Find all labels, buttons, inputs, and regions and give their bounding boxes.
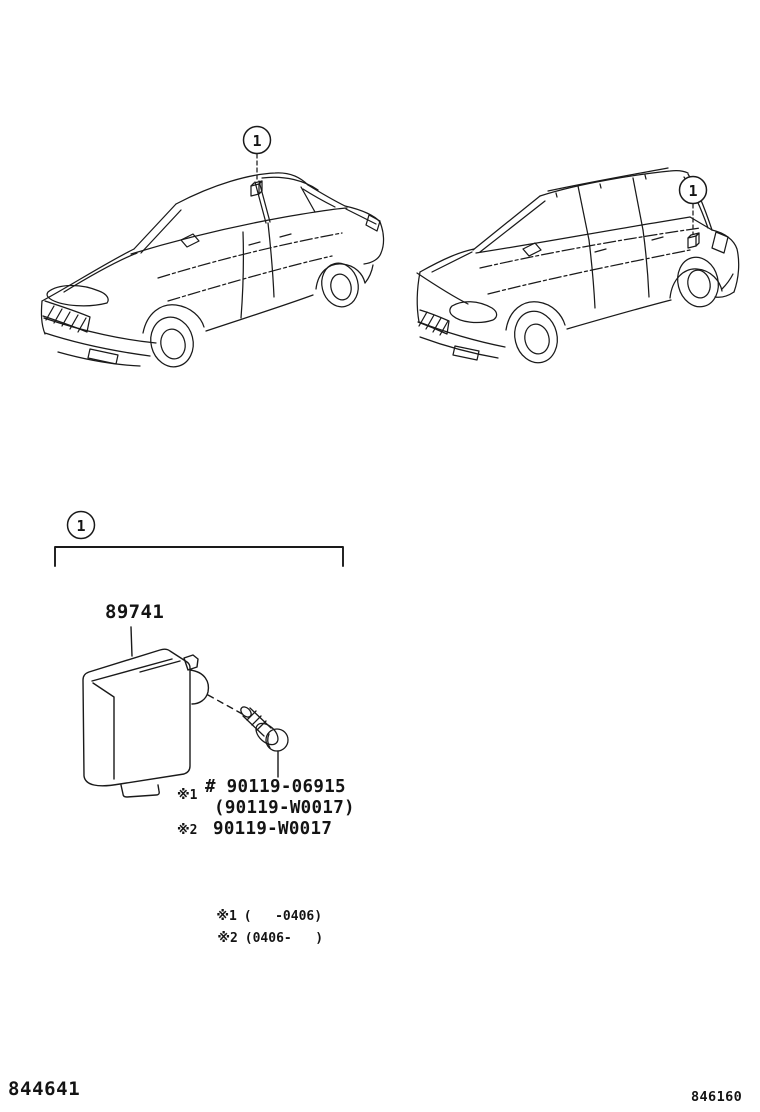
sedan-illustration [41,173,383,371]
sedan-rear-wheel [317,259,363,310]
wagon-quarter-sensor-box [688,233,699,248]
component-connector-tab [184,655,198,670]
item-bracket [55,547,343,566]
fastener-1-part-number[interactable]: # 90119-06915 [205,777,346,797]
callout-circle-sedan[interactable] [244,127,271,154]
sedan-front-wheel [146,313,199,372]
footnote-1-range: ( -0406) [243,909,323,924]
page-code: 846160 [691,1089,743,1105]
sedan-headlight [47,285,108,305]
footnote-2-range: (0406- ) [244,931,324,946]
callout-number-sedan: 1 [252,132,262,150]
component-89741-drawing [83,649,208,797]
callout-number-wagon: 1 [688,182,698,200]
figure-code: 844641 [8,1078,81,1100]
component-grommet [190,670,208,704]
wagon-roof-rail [548,168,668,191]
assembly-line [208,695,246,716]
wagon-rear-wheel [673,253,724,311]
fastener-2-part-number[interactable]: 90119-W0017 [213,819,333,839]
footnote-2 [186,919,323,958]
mounting-bolt-drawing [239,705,288,751]
callout-circle-detail[interactable] [68,512,95,539]
fastener-1-mark: ※1 [177,788,198,803]
fastener-2-mark: ※2 [177,823,198,838]
wagon-headlight [450,302,497,323]
component-label-leader [131,627,132,656]
fastener-1-alt-part-number[interactable]: (90119-W0017) [214,798,355,818]
footnote-1-mark: ※1 [216,909,237,924]
callout-number-detail: 1 [76,517,86,535]
callout-circle-wagon[interactable] [680,177,707,204]
wagon-front-wheel [509,307,562,368]
component-part-number[interactable]: 89741 [105,601,165,623]
footnote-2-mark: ※2 [217,931,238,946]
